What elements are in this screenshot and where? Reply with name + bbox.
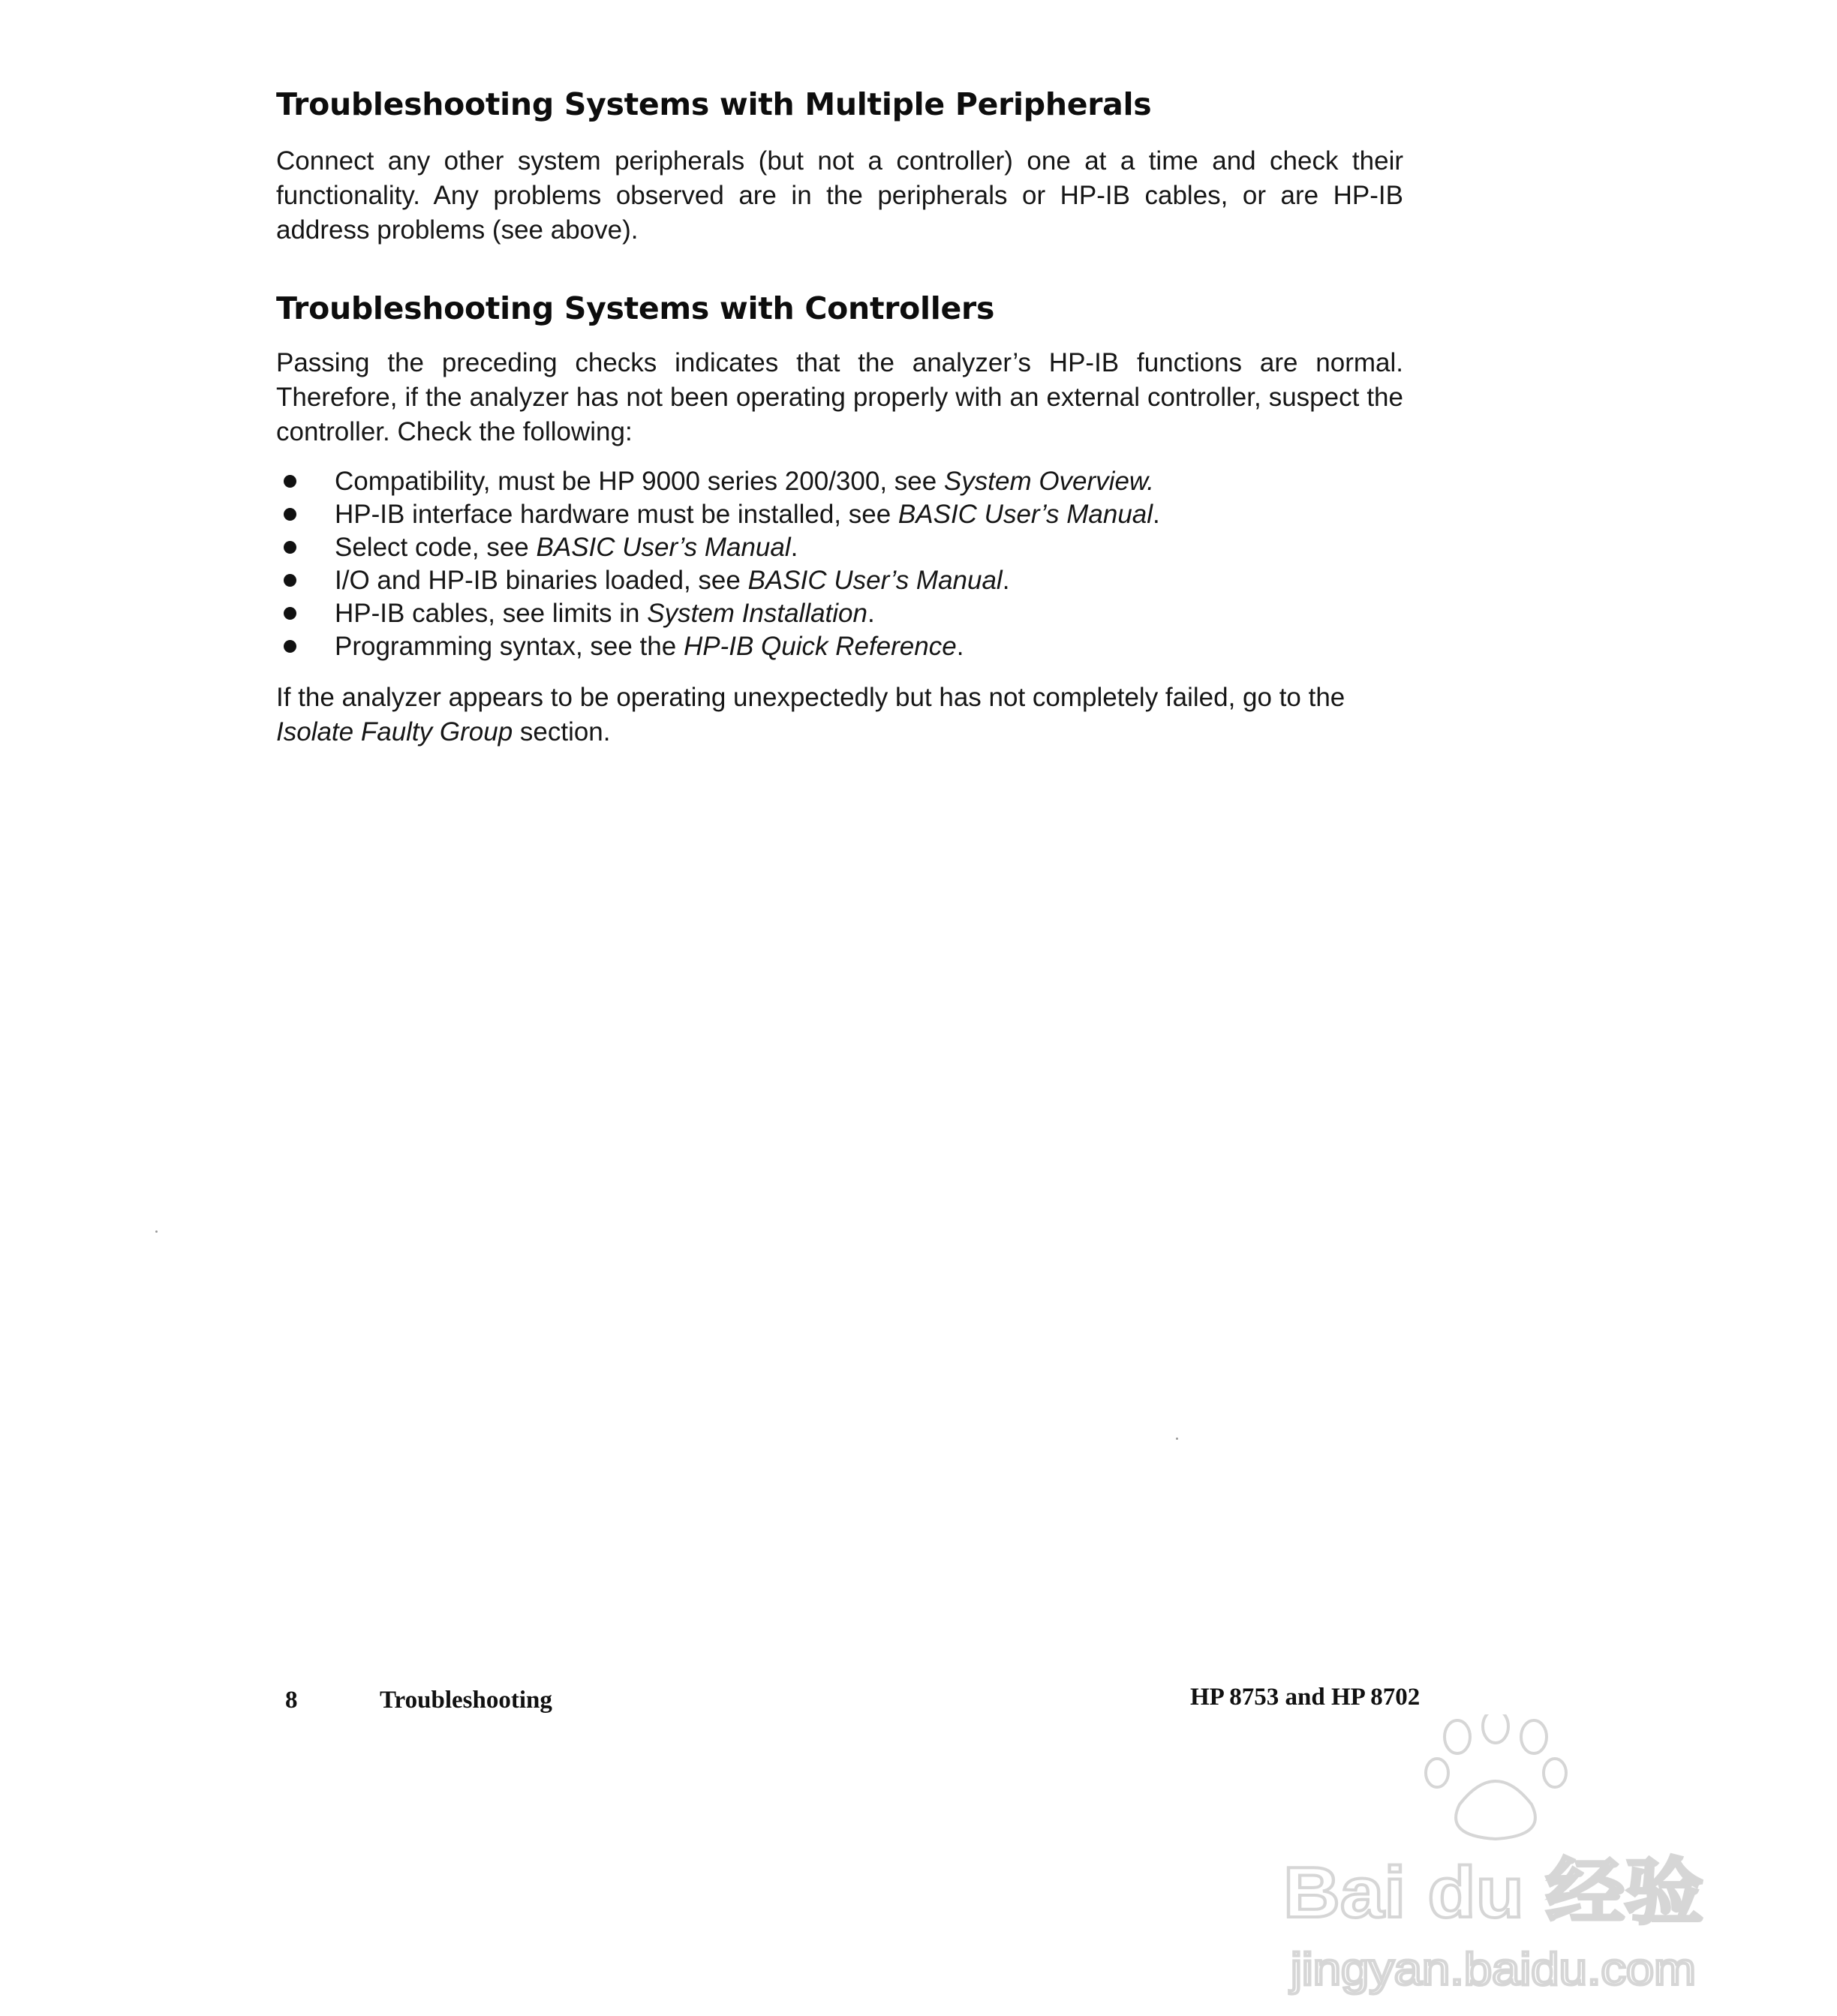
paragraph-closing: If the analyzer appears to be operating unexpectedly but has not completely failed, go to the Isolate Faulty Group section. <box>276 683 1345 747</box>
scan-speck <box>1176 1438 1178 1440</box>
baidu-jingyan-watermark <box>1283 1714 1703 1999</box>
bullet-icon <box>284 475 296 488</box>
paragraph-controllers: Passing the preceding checks indicates that the analyzer’s HP-IB functions are normal. Therefore, if the analyzer has not been operating properly with an external controller, suspect the controller. Check the following: <box>276 348 1403 446</box>
list-item: Select code, see BASIC User’s Manual. <box>284 531 1409 564</box>
scan-speck <box>155 1230 158 1233</box>
bullet-icon <box>284 640 296 653</box>
bullet-icon <box>284 574 296 587</box>
heading-multiple-peripherals: Troubleshooting Systems with Multiple Peripherals <box>276 86 1152 122</box>
bullet-icon <box>284 508 296 521</box>
footer-product: HP 8753 and HP 8702 <box>1190 1684 1421 1711</box>
reference-title: Isolate Faulty Group <box>276 717 513 747</box>
list-item: I/O and HP-IB binaries loaded, see BASIC User’s Manual. <box>284 564 1409 597</box>
paragraph-multiple-peripherals: Connect any other system peripherals (but not a controller) one at a time and check their functionality. Any problems observed are in the peripherals or HP-IB cables, or are HP-IB address problems (see above). <box>276 146 1403 245</box>
list-item: Compatibility, must be HP 9000 series 200/300, see System Overview. <box>284 465 1409 498</box>
reference-title: System Installation <box>647 599 867 628</box>
bullet-icon <box>284 541 296 554</box>
list-item: HP-IB interface hardware must be installed, see BASIC User’s Manual. <box>284 498 1409 531</box>
reference-title: BASIC User’s Manual <box>536 533 791 562</box>
page-number: 8 <box>285 1687 298 1714</box>
heading-controllers: Troubleshooting Systems with Controllers <box>276 290 995 326</box>
reference-title: System Overview <box>943 467 1147 496</box>
watermark-logo-text: Bai du 经验 <box>1283 1852 1703 1933</box>
reference-title: BASIC User’s Manual <box>747 566 1003 595</box>
reference-title: BASIC User’s Manual <box>897 500 1153 529</box>
bullet-icon <box>284 607 296 620</box>
watermark-url: jingyan.baidu.com <box>1288 1944 1696 1994</box>
footer-section-title: Troubleshooting <box>380 1687 552 1714</box>
paw-logo-icon <box>1426 1714 1566 1839</box>
reference-title: HP-IB Quick Reference <box>683 632 957 661</box>
list-item: Programming syntax, see the HP-IB Quick Reference. <box>284 630 1409 663</box>
controller-checklist <box>284 465 1409 663</box>
list-item: HP-IB cables, see limits in System Installation. <box>284 597 1409 630</box>
